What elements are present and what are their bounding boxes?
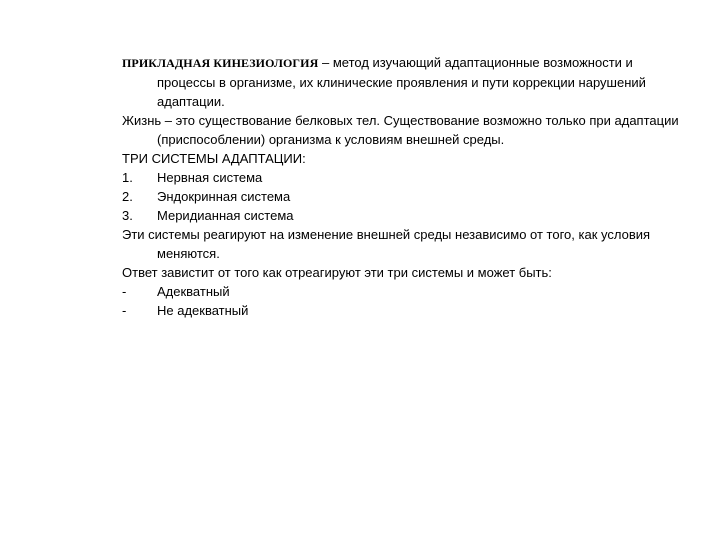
systems-heading: ТРИ СИСТЕМЫ АДАПТАЦИИ: (122, 151, 306, 166)
systems-reaction-paragraph: Эти системы реагируют на изменение внешней среды независимо от того, как условия меняются. (122, 227, 651, 261)
bullet-marker: - (122, 284, 127, 299)
definition-term: ПРИКЛАДНАЯ КИНЕЗИОЛОГИЯ (122, 56, 319, 70)
list-item (122, 282, 692, 301)
list-item-number: 3. (122, 208, 133, 223)
bullet-marker: - (122, 303, 127, 318)
life-statement: Жизнь – это существование белковых тел. Существование возможно только при адаптации (приспособлении) организма к условиям внешней среды. (122, 113, 679, 147)
list-item (122, 168, 692, 187)
list-item-text: Эндокринная система (157, 189, 291, 204)
list-item-text: Нервная система (157, 170, 263, 185)
list-item (122, 206, 692, 225)
list-item-text: Адекватный (157, 284, 230, 299)
response-intro: Ответ завистит от того как отреагируют эти три системы и может быть: (122, 265, 552, 280)
list-item-number: 1. (122, 170, 133, 185)
definition-text: – метод изучающий адаптационные возможности и процессы в организме, их клинические проявления и пути коррекции нарушений адаптации. (157, 55, 646, 109)
list-item-text: Не адекватный (157, 303, 249, 318)
list-item-number: 2. (122, 189, 133, 204)
list-item (122, 187, 692, 206)
list-item-text: Меридианная система (157, 208, 294, 223)
definition-paragraph (122, 53, 692, 111)
document-body (122, 53, 692, 320)
list-item (122, 301, 692, 320)
